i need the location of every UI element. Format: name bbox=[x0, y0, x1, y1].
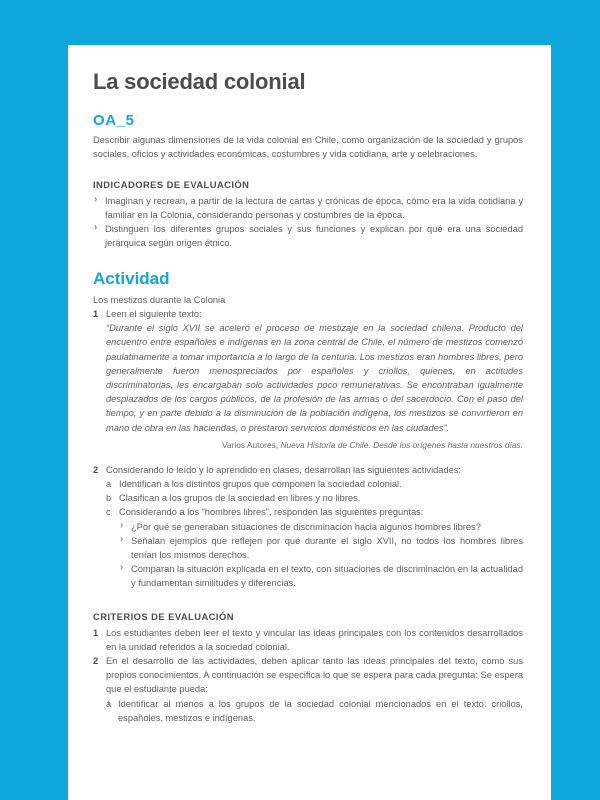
list-text: Leen el siguiente texto: bbox=[106, 309, 202, 319]
activity-list bbox=[93, 307, 523, 591]
spacer bbox=[93, 162, 523, 178]
list-item bbox=[93, 626, 523, 654]
list-text: Considerando lo leído y lo aprendido en clases, desarrollan las siguientes actividades: bbox=[106, 464, 462, 475]
list-marker: 2 bbox=[93, 464, 99, 475]
list-item: › Señalan ejemplos que reflejen por qué durante el siglo XVII, no todos los hombres libres tenían los mismos derechos. bbox=[119, 534, 523, 562]
list-item bbox=[93, 654, 523, 697]
list-item: › Comparan la situación explicada en el texto, con situaciones de discriminación en la actualidad y fundamentan similitudes y diferencias. bbox=[119, 562, 523, 590]
list-text: Considerando a los “hombres libres”, responden las siguientes preguntas: bbox=[119, 507, 424, 518]
criteria-heading: CRITERIOS DE EVALUACIÓN bbox=[93, 610, 234, 622]
list-marker: 1 bbox=[93, 627, 99, 638]
list-marker: 2 bbox=[93, 656, 99, 667]
criteria-bullets bbox=[106, 697, 523, 725]
list-item bbox=[93, 307, 523, 321]
list-marker: a bbox=[106, 479, 112, 490]
activity-sub-list bbox=[106, 477, 523, 520]
objective-code: OA_5 bbox=[93, 112, 135, 130]
list-text: Los estudiantes deben leer el texto y vincular las ideas principales con los contenidos desarrollados en la unidad referidos a la sociedad colonial. bbox=[106, 627, 523, 652]
list-item bbox=[106, 477, 523, 491]
list-item: › Imaginan y recrean, a partir de la lectura de cartas y crónicas de época, cómo era la vida cotidiana y familiar en la Colonia, considerando personas y costumbres de la época. bbox=[93, 194, 523, 222]
criteria-list bbox=[93, 626, 523, 725]
indicators-heading: INDICADORES DE EVALUACIÓN bbox=[93, 178, 250, 190]
activity-subtitle: Los mestizos durante la Colonia bbox=[93, 294, 226, 305]
list-text: Clasifican a los grupos de la sociedad en libres y no libres. bbox=[119, 493, 361, 504]
list-item bbox=[106, 491, 523, 505]
list-item: › Identificar al menos a los grupos de la sociedad colonial mencionados en el texto: criollos, españoles, mestizos e indígenas. bbox=[106, 697, 523, 725]
objective-description: Describir algunas dimensiones de la vida colonial en Chile, como organización de la sociedad y grupos sociales, oficios y actividades económicas, costumbres y vida cotidiana, arte y celebraciones. bbox=[93, 135, 523, 160]
quoted-text: “Durante el siglo XVII se aceleró el proceso de mestizaje en la sociedad chilena. Producto del encuentro entre españoles e indígenas en la zona central de Chile, el número de mestizos comenzó paulatinamente a tomar importancia a lo largo de la centuria. Los mestizos eran hombres libres, pero generalmente fueron menospreciados por españoles y criollos, quienes, en actitudes discriminatorias, les encargaban solo actividades poco remunerativas. Se encontraban igualmente desplazados de los cargos públicos, de la profesión de las armas o del sacerdocio. Con el paso del tiempo, y en parte debido a la disminución de la población indígena, los mestizos se convirtieron en mano de obra en las haciendas, o prestaron servicios domésticos en las ciudades”. bbox=[106, 323, 523, 433]
document-page bbox=[68, 45, 551, 800]
spacer bbox=[93, 591, 523, 610]
list-item bbox=[106, 505, 523, 519]
list-item bbox=[93, 463, 523, 477]
list-item: › ¿Por qué se generaban situaciones de discriminación hacia algunos hombres libres? bbox=[119, 520, 523, 534]
spacer bbox=[93, 452, 523, 463]
page-title: La sociedad colonial bbox=[93, 69, 306, 94]
list-item: › Distinguen los diferentes grupos sociales y sus funciones y explican por qué era una sociedad jerárquica según origen étnico. bbox=[93, 222, 523, 250]
spacer bbox=[93, 250, 523, 269]
activity-heading: Actividad bbox=[93, 269, 170, 289]
criteria-sub-list bbox=[106, 697, 523, 725]
list-marker: b bbox=[106, 493, 112, 504]
quote-author: Varios Autores, bbox=[221, 439, 281, 450]
list-marker: c bbox=[106, 507, 111, 518]
quote-attribution bbox=[106, 439, 523, 452]
activity-questions-list bbox=[119, 520, 523, 591]
quote-source-title: Nueva Historia de Chile. Desde los orígenes hasta nuestros días. bbox=[280, 439, 523, 450]
list-marker: 1 bbox=[93, 309, 99, 319]
list-text: En el desarrollo de las actividades, deben aplicar tanto las ideas principales del texto, como sus propios conocimientos. A continuación se especifica lo que se espera para cada pregunta: Se espera que el estudiante pueda: bbox=[106, 656, 523, 695]
list-text: Identifican a los distintos grupos que componen la sociedad colonial. bbox=[119, 479, 402, 490]
list-marker: a bbox=[106, 698, 112, 709]
indicators-list bbox=[93, 194, 523, 251]
page-content bbox=[68, 45, 551, 725]
